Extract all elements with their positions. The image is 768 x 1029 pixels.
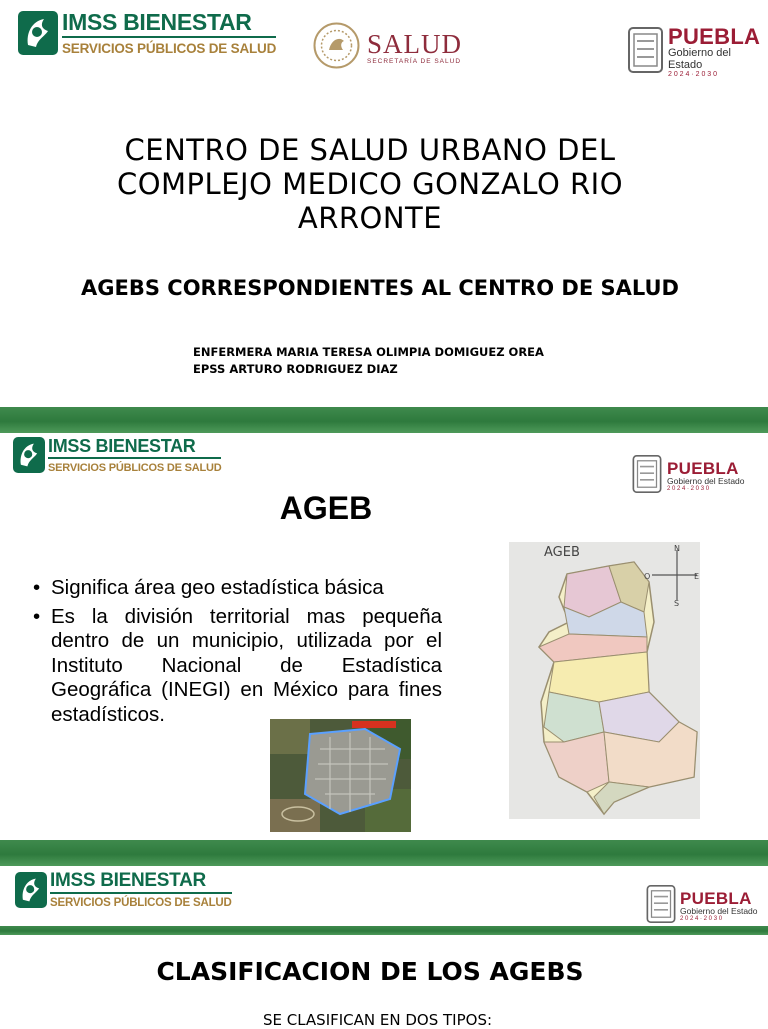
bullet-text: Significa área geo estadística básica [51, 576, 384, 599]
bullet-item: • Es la división territorial mas pequeña dentro de un municipio, utilizada por el Instituto Nacional de Estadística Geográfica (INEGI) en México para fines estadísticos. [33, 604, 442, 726]
puebla-logo [632, 455, 745, 497]
imss-subtitle: SERVICIOS PÚBLICOS DE SALUD [48, 462, 222, 474]
slide-divider-bar-1 [0, 407, 768, 433]
slide3-subtitle: SE CLASIFICAN EN DOS TIPOS: [262, 1011, 493, 1029]
puebla-crest-icon [632, 455, 662, 497]
salud-subtitle: SECRETARÍA DE SALUD [367, 58, 462, 65]
hand-drawn-ageb-map-image [509, 542, 700, 819]
salud-logo [313, 22, 462, 73]
imss-subtitle: SERVICIOS PÚBLICOS DE SALUD [50, 897, 232, 909]
bullet-text: Es la división territorial mas pequeña dentro de un municipio, utilizada por el Instituto Nacional de Estadística Geográfica (INEGI) en México para fines estadísticos. [51, 604, 442, 726]
puebla-crest-icon [646, 885, 676, 927]
puebla-years: 2 0 2 4 · 2 0 3 0 [667, 485, 710, 492]
compass-s: S [674, 599, 680, 608]
satellite-map-image [270, 719, 411, 832]
imss-title: IMSS BIENESTAR [48, 436, 196, 456]
slide3-header-bar [0, 926, 768, 935]
bullet-item: • Significa área geo estadística básica [33, 576, 384, 599]
slide-divider-bar-2 [0, 840, 768, 866]
puebla-title: PUEBLA [667, 458, 739, 478]
puebla-subtitle: Gobierno del Estado [667, 475, 745, 486]
compass-o: O [644, 572, 651, 581]
puebla-years: 2 0 2 4 · 2 0 3 0 [680, 915, 723, 922]
puebla-subtitle: Gobierno del Estado [668, 47, 731, 71]
imss-bienestar-logo [15, 870, 232, 909]
imss-subtitle: SERVICIOS PÚBLICOS DE SALUD [62, 41, 277, 56]
slide1-title: CENTRO DE SALUD URBANO DEL COMPLEJO MEDICO GONZALO RIO ARRONTE [116, 133, 624, 235]
imss-bienestar-logo [18, 9, 276, 56]
puebla-title: PUEBLA [668, 24, 761, 49]
compass-n: N [674, 544, 680, 553]
imss-title: IMSS BIENESTAR [50, 870, 206, 891]
drawing-label: AGEB [544, 545, 580, 560]
puebla-logo [628, 26, 768, 78]
puebla-years: 2 0 2 4 · 2 0 3 0 [668, 71, 718, 79]
imss-divider [48, 457, 221, 459]
puebla-logo [646, 885, 758, 927]
ageb-bullet-list [33, 576, 442, 731]
imss-divider [62, 36, 276, 38]
author-line-2: EPSS ARTURO RODRIGUEZ DIAZ [193, 362, 398, 376]
author-line-1: ENFERMERA MARIA TERESA OLIMPIA DOMIGUEZ OREA [193, 345, 544, 359]
salud-title: SALUD [367, 29, 463, 59]
imss-emblem-icon [18, 11, 58, 55]
puebla-subtitle: Gobierno del Estado [680, 905, 758, 916]
imss-title: IMSS BIENESTAR [62, 9, 252, 35]
slide3-heading: CLASIFICACION DE LOS AGEBS [156, 957, 584, 986]
compass-e: E [694, 572, 700, 581]
imss-emblem-icon [13, 437, 45, 473]
slide2-heading: AGEB [279, 490, 373, 526]
slide1-authors [193, 344, 544, 378]
mexico-seal-icon [313, 22, 360, 73]
imss-emblem-icon [15, 872, 47, 908]
imss-divider [50, 892, 232, 894]
slide1-subtitle: AGEBS CORRESPONDIENTES AL CENTRO DE SALUD [81, 276, 679, 300]
puebla-title: PUEBLA [680, 888, 752, 908]
puebla-crest-icon [628, 27, 663, 77]
imss-bienestar-logo [13, 436, 221, 474]
